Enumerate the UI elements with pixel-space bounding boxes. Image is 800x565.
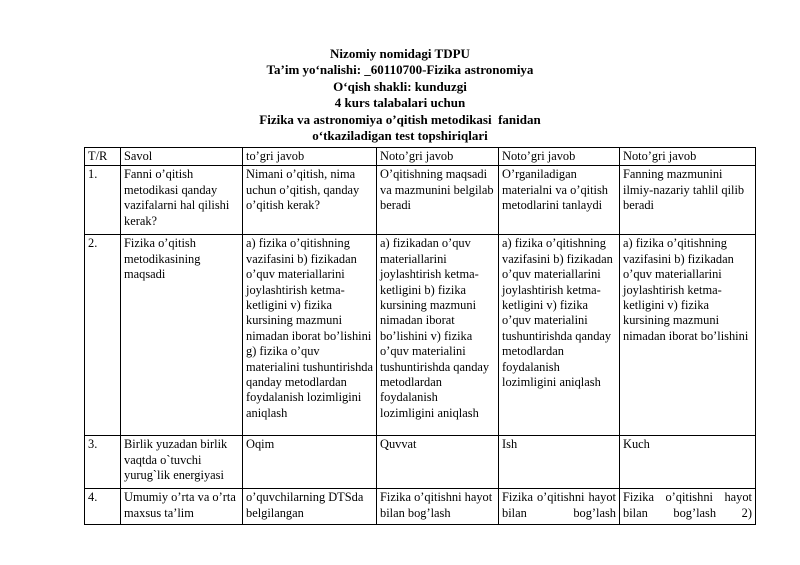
table-row (85, 166, 756, 235)
wrong-answer-cell: O’qitishning maqsadi va mazmunini belgilab beradi (377, 166, 499, 235)
wrong-answer-cell: a) fizikadan o’quv materiallarini joylashtirish ketma-ketligini b) fizika kursining mazmuni nimadan iborat bo’lishini v) fizika o’quv materialini tushuntirishda qanday metodlardan foydalanish lozimligini aniqlash (377, 235, 499, 436)
column-header: Noto’gri javob (499, 148, 620, 166)
table-row (85, 235, 756, 436)
column-header: Noto’gri javob (377, 148, 499, 166)
test-table (84, 147, 756, 525)
correct-answer-cell: Nimani o’qitish, nima uchun o’qitish, qanday o’qitish kerak? (243, 166, 377, 235)
table-header-row (85, 148, 756, 166)
wrong-answer-cell: Fizika o’qitishni hayot bilan bog’lash (377, 489, 499, 525)
wrong-answer-cell: Fizika o’qitishni hayot bilan bog’lash 2) (620, 489, 756, 525)
row-number: 4. (85, 489, 121, 525)
correct-answer-cell: Oqim (243, 436, 377, 489)
institution-title: Nizomiy nomidagi TDPU (330, 46, 470, 61)
question-cell: Umumiy o’rta va o’rta maxsus ta’lim (121, 489, 243, 525)
wrong-answer-cell: Fizika o’qitishni hayot bilan bog’lash (499, 489, 620, 525)
study-form-line: O‘qish shakli: kunduzgi (333, 78, 467, 94)
correct-answer-cell: o’quvchilarning DTSda belgilangan (243, 489, 377, 525)
specialty-line: Ta’im yo‘nalishi: _60110700-Fizika astronomiya (266, 62, 534, 78)
table-row (85, 489, 756, 525)
test-title-line: o‘tkaziladigan test topshiriqlari (312, 128, 488, 144)
course-line: 4 kurs talabalari uchun (334, 95, 466, 111)
question-cell: Fanni o’qitish metodikasi qanday vazifalarni hal qilishi kerak? (121, 166, 243, 235)
column-header: to’gri javob (243, 148, 377, 166)
question-cell: Fizika o’qitish metodikasining maqsadi (121, 235, 243, 436)
column-header: T/R (85, 148, 121, 166)
wrong-answer-cell: Fanning mazmunini ilmiy-nazariy tahlil qilib beradi (620, 166, 756, 235)
correct-answer-cell: a) fizika o’qitishning vazifasini b) fizikadan o’quv materiallarini joylashtirish ketma-ketligini v) fizika kursining mazmuni nimadan iborat bo’lishini g) fizika o’quv materialini tushuntirishda qanday metodlardan foydalanish lozimligini aniqlash (243, 235, 377, 436)
table-row (85, 436, 756, 489)
row-number: 3. (85, 436, 121, 489)
wrong-answer-cell: O’rganiladigan materialni va o’qitish metodlarini tanlaydi (499, 166, 620, 235)
document-header (0, 46, 800, 144)
wrong-answer-cell: Quvvat (377, 436, 499, 489)
column-header: Savol (121, 148, 243, 166)
wrong-answer-cell: Kuch (620, 436, 756, 489)
wrong-answer-cell: a) fizika o’qitishning vazifasini b) fizikadan o’quv materiallarini joylashtirish ketma-ketligini v) fizika o’quv materialini tushuntirishda qanday metodlardan foydalanish lozimligini aniqlash (499, 235, 620, 436)
question-cell: Birlik yuzadan birlik vaqtda o`tuvchi yurug`lik energiyasi (121, 436, 243, 489)
row-number: 1. (85, 166, 121, 235)
row-number: 2. (85, 235, 121, 436)
wrong-answer-cell: a) fizika o’qitishning vazifasini b) fizikadan o’quv materiallarini joylashtirish ketma-ketligini v) fizika kursining mazmuni nimadan iborat bo’lishini (620, 235, 756, 436)
subject-line: Fizika va astronomiya o’qitish metodikasi fanidan (259, 111, 541, 127)
wrong-answer-cell: Ish (499, 436, 620, 489)
column-header: Noto’gri javob (620, 148, 756, 166)
